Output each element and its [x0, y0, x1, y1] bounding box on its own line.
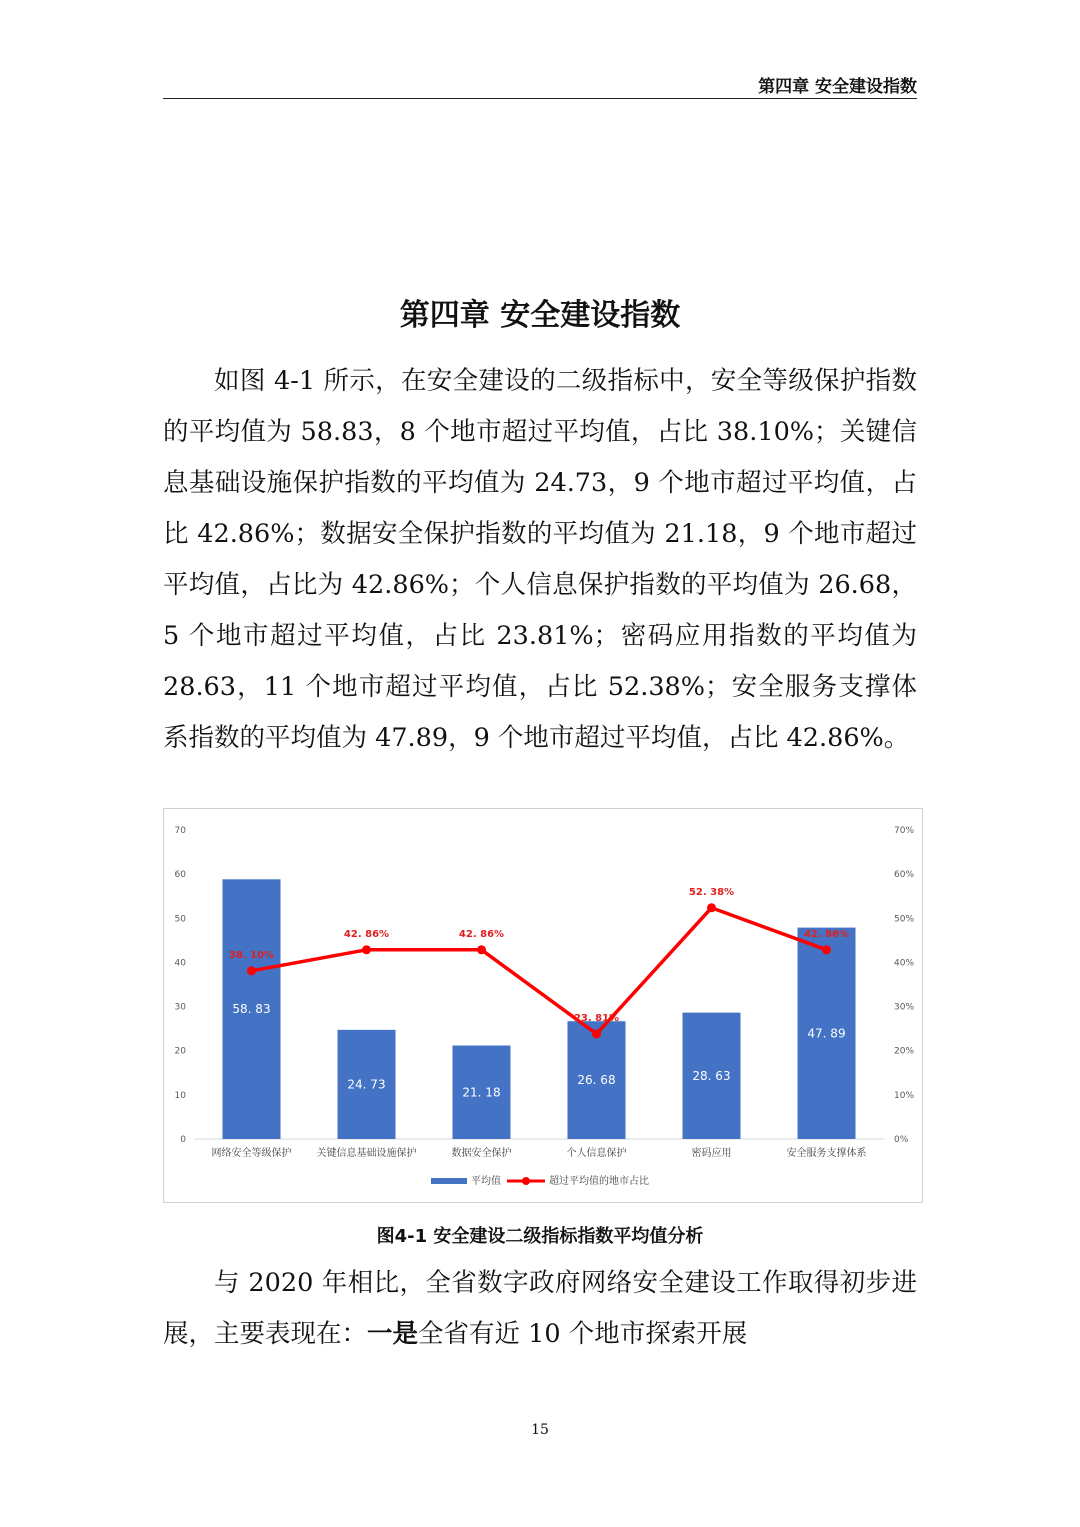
legend-bar-label: 平均值 — [471, 1176, 501, 1187]
legend-bar-swatch — [431, 1178, 467, 1184]
bar-data-label: 21. 18 — [462, 1085, 501, 1100]
paragraph-2-intro: 与 2020 年相比，全省数字政府网络安全建设工作取得初步进展，主要表现在： — [163, 1268, 917, 1349]
chart-figure — [163, 808, 923, 1203]
line-point — [592, 1029, 601, 1038]
right-axis-tick-label: 60% — [894, 870, 915, 881]
right-axis-tick-label: 0% — [894, 1135, 909, 1145]
category-label: 关键信息基础设施保护 — [316, 1148, 417, 1159]
category-label: 个人信息保护 — [566, 1148, 627, 1159]
bar-data-label: 58. 83 — [232, 1002, 271, 1017]
paragraph-2-rest: 全省有近 10 个地市探索开展 — [418, 1319, 748, 1349]
right-axis-tick-label: 40% — [894, 958, 915, 969]
line-point — [477, 945, 486, 954]
right-axis-tick-label: 70% — [894, 826, 915, 836]
left-axis-tick-label: 0 — [180, 1135, 186, 1145]
left-axis-tick-label: 30 — [174, 1002, 186, 1013]
left-axis-tick-label: 10 — [174, 1090, 186, 1101]
legend-line-label: 超过平均值的地市占比 — [549, 1176, 649, 1187]
left-axis-tick-label: 20 — [174, 1046, 186, 1057]
bar-data-label: 26. 68 — [577, 1073, 616, 1088]
left-axis-tick-label: 60 — [174, 870, 186, 881]
right-axis-tick-label: 30% — [894, 1002, 915, 1013]
chart-svg — [164, 809, 922, 1202]
bar-data-label: 24. 73 — [347, 1077, 386, 1092]
line-point — [247, 966, 256, 975]
line-data-label: 38. 10% — [228, 949, 275, 961]
category-label: 密码应用 — [691, 1148, 732, 1159]
running-header — [163, 72, 917, 99]
page-number: 15 — [531, 1422, 549, 1438]
figure-caption: 图4-1 安全建设二级指标指数平均值分析 — [376, 1226, 704, 1247]
left-axis-tick-label: 50 — [174, 914, 186, 925]
line-point — [707, 903, 716, 912]
right-axis-tick-label: 20% — [894, 1046, 915, 1057]
right-axis-tick-label: 10% — [894, 1090, 915, 1101]
category-label: 网络安全等级保护 — [211, 1148, 292, 1159]
line-point — [362, 945, 371, 954]
left-axis-tick-label: 70 — [174, 826, 186, 836]
left-axis-tick-label: 40 — [174, 958, 186, 969]
paragraph-2-bold: 一是 — [367, 1319, 419, 1349]
line-data-label: 23. 81% — [573, 1012, 620, 1024]
line-data-label: 42. 86% — [343, 928, 390, 940]
running-header-title: 第四章 安全建设指数 — [758, 77, 917, 97]
bar-data-label: 28. 63 — [692, 1068, 731, 1083]
right-axis-tick-label: 50% — [894, 914, 915, 925]
legend-line-marker — [522, 1177, 530, 1185]
line-data-label: 42. 86% — [458, 928, 505, 940]
line-point — [822, 945, 831, 954]
category-label: 安全服务支撑体系 — [786, 1148, 867, 1159]
paragraph-1: 如图 4-1 所示，在安全建设的二级指标中，安全等级保护指数的平均值为 58.83，8 个地市超过平均值，占比 38.10%；关键信息基础设施保护指数的平均值为 24.73，9 个地市超过平均值，占比 42.86%；数据安全保护指数的平均值为 21.18，9 个地市超过平均值，占比为 42.86%；个人信息保护指数的平均值为 26.68，5 个地市超过平均值，占比 23.81%；密码应用指数的平均值为 28.63，11 个地市超过平均值，占比 52.38%；安全服务支撑体系指数的平均值为 47.89，9 个地市超过平均值，占比 42.86%。 — [163, 366, 917, 753]
paragraph-2 — [163, 1258, 917, 1360]
chapter-title: 第四章 安全建设指数 — [399, 298, 681, 333]
line-data-label: 42. 86% — [803, 928, 850, 940]
category-label: 数据安全保护 — [451, 1148, 512, 1159]
line-data-label: 52. 38% — [688, 886, 735, 898]
bar-data-label: 47. 89 — [807, 1026, 846, 1041]
